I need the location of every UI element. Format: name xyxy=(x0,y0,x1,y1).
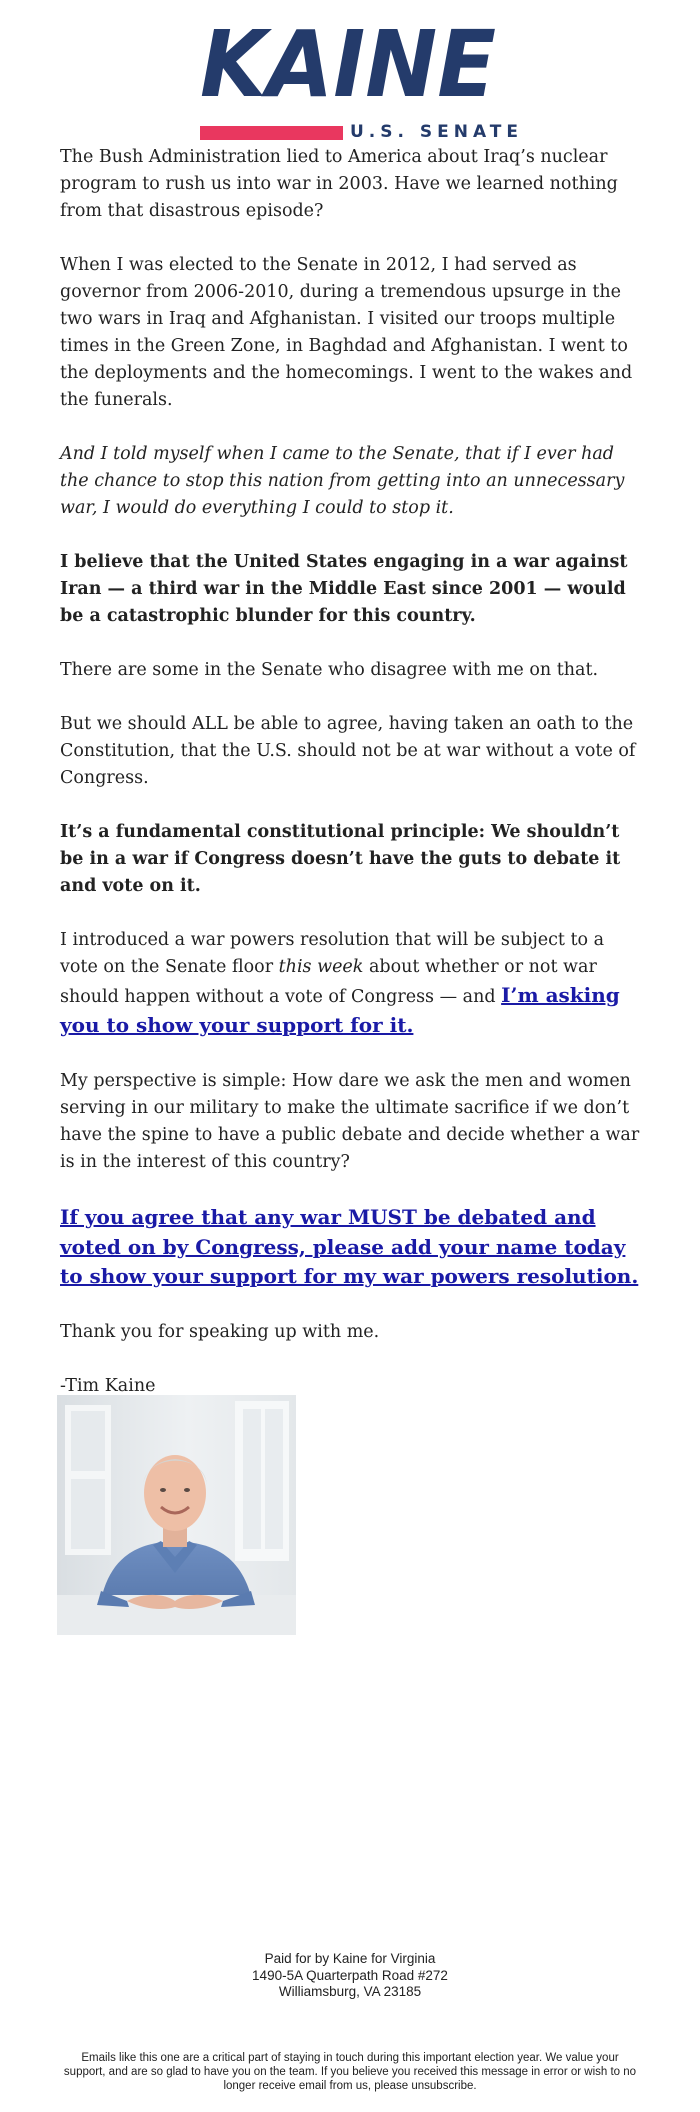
paragraph-perspective: My perspective is simple: How dare we ask the men and women serving in our military to make the ultimate sacrifice if we don’t have the spine to have a public debate and decide whether a war is in the interest of this country? xyxy=(60,1071,640,1172)
unsubscribe-disclaimer: Emails like this one are a critical part of staying in touch during this important election year. We value your support, and are so glad to have you on the team. If you believe you received this message in error or wish to no longer receive email from us, please unsubscribe. xyxy=(63,2052,637,2092)
add-name-link[interactable]: If you agree that any war MUST be debated and voted on by Congress, please add your name today to show your support for my war powers resolution. xyxy=(60,1205,639,1288)
tim-kaine-photo xyxy=(57,1395,296,1635)
paragraph-principle: It’s a fundamental constitutional principle: We shouldn’t be in a war if Congress doesn’t have the guts to debate it and vote on it. xyxy=(60,822,621,896)
kaine-senate-logo xyxy=(198,18,524,142)
paragraph-iraq: The Bush Administration lied to America about Iraq’s nuclear program to rush us into war in 2003. Have we learned nothing from that disastrous episode? xyxy=(60,147,618,221)
paragraph-resolution xyxy=(60,927,642,1041)
logo-subtitle: U.S. SENATE xyxy=(350,122,524,142)
paragraph-oath: But we should ALL be able to agree, having taken an oath to the Constitution, that the U.S. should not be at war without a vote of Congress. xyxy=(60,714,636,788)
resolution-text-b: about whether or not war should happen without a vote of Congress — and xyxy=(60,957,597,1007)
email-body xyxy=(60,144,642,1427)
paragraph-disagree: There are some in the Senate who disagree with me on that. xyxy=(60,660,599,680)
address-line-2: Williamsburg, VA 23185 xyxy=(278,1984,422,1999)
signature: -Tim Kaine xyxy=(60,1375,156,1396)
paragraph-iran: I believe that the United States engaging in a war against Iran — a third war in the Middle East since 2001 — would be a catastrophic blunder for this country. xyxy=(60,552,628,626)
paid-for-line: Paid for by Kaine for Virginia xyxy=(264,1951,436,1966)
this-week-italic: this week xyxy=(278,957,364,977)
promise-italic: And I told myself when I came to the Senate, that if I ever had the chance to stop this nation from getting into an unnecessary war, I would do everything I could to stop it. xyxy=(60,444,625,518)
support-link[interactable]: I’m asking you to show your support for it. xyxy=(60,983,620,1037)
paragraph-thanks: Thank you for speaking up with me. xyxy=(60,1321,380,1342)
logo-accent-bar xyxy=(200,126,343,140)
logo-word-text: KAINE xyxy=(200,18,496,100)
resolution-text-a: I introduced a war powers resolution that will be subject to a vote on the Senate floor xyxy=(60,930,605,977)
portrait-illustration xyxy=(57,1395,296,1635)
paragraph-governor: When I was elected to the Senate in 2012, I had served as governor from 2006-2010, during a tremendous upsurge in the two wars in Iraq and Afghanistan. I visited our troops multiple times in the Green Zone, in Baghdad and Afghanistan. I went to the deployments and the homecomings. I went to the wakes and the funerals. xyxy=(60,255,633,410)
logo-wordmark xyxy=(198,18,498,100)
footer xyxy=(0,1951,700,2001)
address-line-1: 1490-5A Quarterpath Road #272 xyxy=(252,1967,448,1983)
paragraph-promise xyxy=(60,441,642,522)
cta-paragraph xyxy=(60,1203,642,1292)
